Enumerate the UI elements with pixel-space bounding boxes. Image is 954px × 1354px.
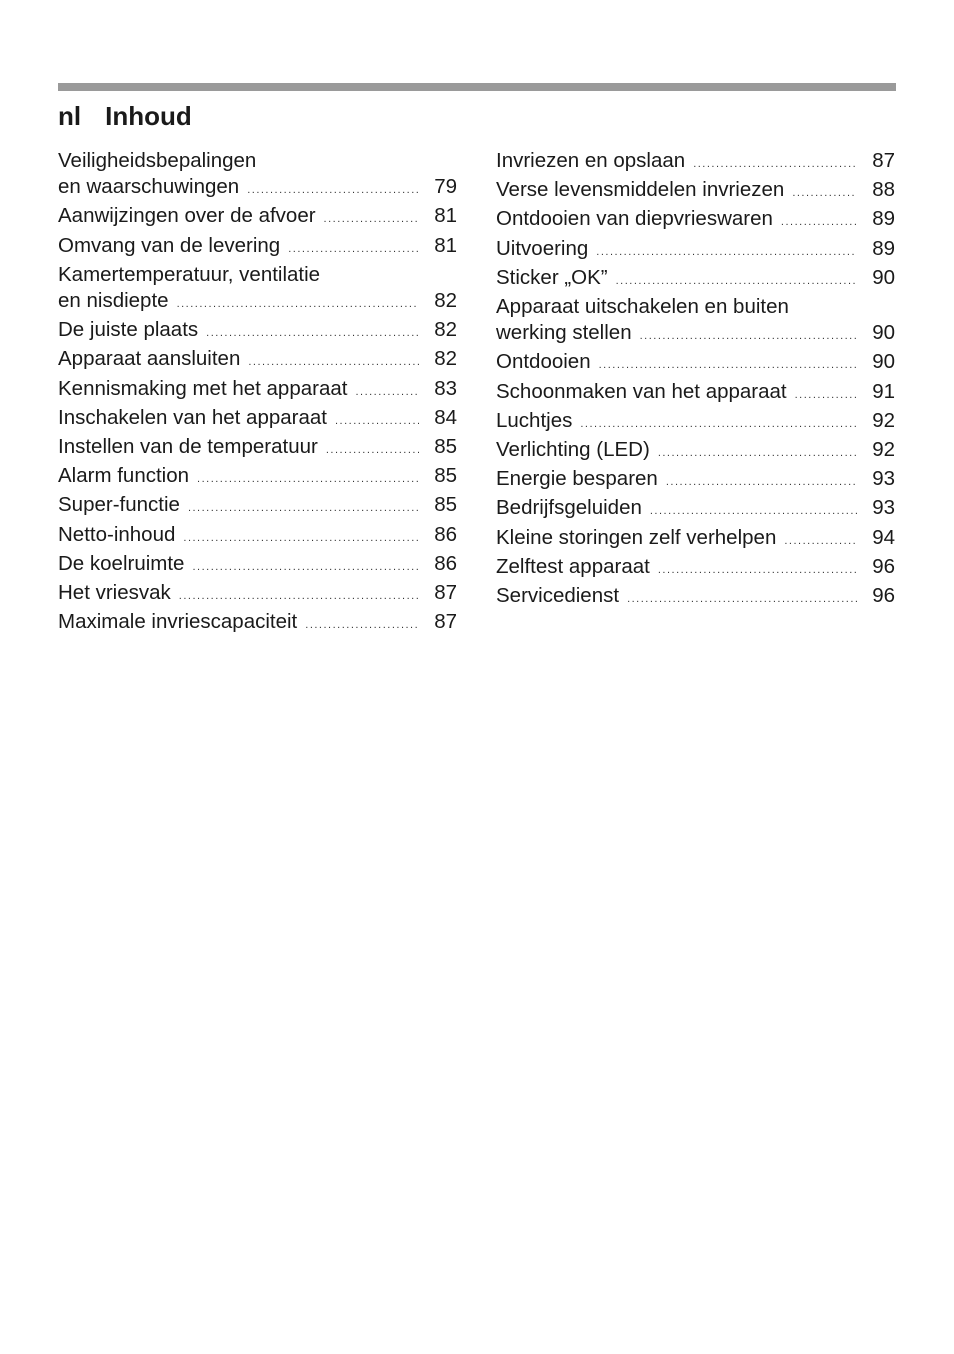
toc-entry[interactable]	[496, 525, 895, 554]
toc-entry[interactable]	[58, 405, 457, 434]
toc-entry-page-number: 93	[872, 467, 895, 491]
toc-entry-title: Sticker „OK”	[496, 265, 608, 289]
toc-entry-page-number: 85	[434, 464, 457, 488]
dot-leader	[177, 291, 419, 317]
toc-entry[interactable]	[496, 236, 895, 265]
dot-leader	[580, 411, 857, 437]
toc-entry[interactable]	[58, 522, 457, 551]
toc-entry-title: Ontdooien	[496, 350, 591, 374]
dot-leader	[206, 320, 419, 346]
toc-entry-page-number: 86	[434, 522, 457, 546]
toc-entry-title: Verlichting (LED)	[496, 438, 650, 462]
dot-leader	[658, 440, 857, 466]
dot-leader	[640, 323, 857, 349]
toc-column-left	[58, 148, 457, 638]
toc-entry[interactable]	[58, 434, 457, 463]
dot-leader	[183, 525, 419, 551]
toc-entry-title: Netto-inhoud	[58, 522, 176, 546]
toc-entry-title: Kennismaking met het apparaat	[58, 376, 348, 400]
toc-entry-title: Invriezen en opslaan	[496, 149, 686, 172]
toc-entry-title: werking stellen	[496, 321, 632, 345]
toc-entry-page-number: 89	[872, 207, 895, 231]
toc-entry[interactable]	[58, 609, 457, 638]
header-rule	[58, 83, 896, 91]
toc-entry-title: Apparaat aansluiten	[58, 347, 241, 371]
toc-entry-title: Super-functie	[58, 493, 180, 517]
toc-entry-page-number: 88	[872, 178, 895, 202]
toc-entry-page-number: 82	[434, 347, 457, 371]
toc-entry-title: Energie besparen	[496, 467, 658, 491]
toc-entry-page-number: 93	[872, 496, 895, 520]
dot-leader	[599, 352, 857, 378]
dot-leader	[288, 236, 419, 262]
toc-entry-page-number: 94	[872, 525, 895, 549]
toc-entry-page-number: 81	[434, 204, 457, 228]
toc-entry-title: Luchtjes	[496, 408, 573, 432]
page-title: Inhoud	[105, 101, 192, 131]
toc-entry-title: De juiste plaats	[58, 318, 199, 342]
toc-entry[interactable]	[58, 580, 457, 609]
dot-leader	[326, 437, 419, 463]
toc-entry-page-number: 89	[872, 236, 895, 260]
dot-leader	[627, 586, 857, 612]
dot-leader	[188, 495, 419, 521]
dot-leader	[335, 408, 419, 434]
toc-entry-title: Verse levensmiddelen invriezen	[496, 178, 785, 202]
toc-entry[interactable]	[496, 437, 895, 466]
dot-leader	[355, 379, 419, 405]
dot-leader	[192, 554, 419, 580]
toc-entry-page-number: 85	[434, 435, 457, 459]
toc-entry-title: Servicedienst	[496, 584, 620, 608]
toc-entry-title-line: Kamertemperatuur, ventilatie	[58, 262, 321, 286]
toc-entry[interactable]	[496, 495, 895, 524]
toc-entry-page-number: 90	[872, 265, 895, 289]
dot-leader	[197, 466, 419, 492]
toc-entry-title: De koelruimte	[58, 551, 185, 575]
dot-leader	[650, 498, 857, 524]
toc-entry[interactable]	[58, 463, 457, 492]
toc-entry-title: Uitvoering	[496, 236, 589, 260]
toc-entry-page-number: 92	[872, 438, 895, 462]
toc-entry-page-number: 90	[872, 350, 895, 374]
toc-entry[interactable]	[58, 492, 457, 521]
dot-leader	[247, 177, 419, 203]
dot-leader	[658, 557, 857, 583]
toc-entry[interactable]	[496, 583, 895, 612]
toc-entry-page-number: 96	[872, 554, 895, 578]
toc-entry[interactable]	[58, 376, 457, 405]
toc-entry[interactable]	[58, 317, 457, 346]
toc-entry-page-number: 84	[434, 405, 457, 429]
toc-entry[interactable]	[58, 551, 457, 580]
dot-leader	[324, 206, 419, 232]
toc-entry-title: Omvang van de levering	[58, 233, 281, 257]
toc-entry[interactable]	[496, 466, 895, 495]
toc-entry[interactable]	[58, 148, 457, 203]
toc-entry-page-number: 85	[434, 493, 457, 517]
toc-entry-title-line: Veiligheidsbepalingen	[58, 149, 257, 172]
toc-entry-page-number: 90	[872, 321, 895, 345]
toc-entry-title: Kleine storingen zelf verhelpen	[496, 525, 777, 549]
toc-entry[interactable]	[496, 206, 895, 235]
dot-leader	[693, 151, 857, 177]
toc-entry-title: en waarschuwingen	[58, 175, 240, 199]
toc-entry-page-number: 81	[434, 233, 457, 257]
toc-entry[interactable]	[496, 379, 895, 408]
toc-entry-title: Bedrijfsgeluiden	[496, 496, 642, 520]
toc-entry-title: Het vriesvak	[58, 581, 171, 605]
toc-entry-page-number: 92	[872, 408, 895, 432]
toc-entry-page-number: 82	[434, 318, 457, 342]
dot-leader	[616, 268, 857, 294]
toc-entry-page-number: 87	[434, 581, 457, 605]
toc-entry[interactable]	[58, 203, 457, 232]
toc-entry-title: Schoonmaken van het apparaat	[496, 379, 787, 403]
toc-entry-title: Ontdooien van diepvrieswaren	[496, 207, 773, 231]
dot-leader	[784, 528, 857, 554]
toc-entry-page-number: 96	[872, 584, 895, 608]
toc-entry[interactable]	[496, 294, 895, 349]
toc-entry[interactable]	[58, 346, 457, 375]
toc-entry[interactable]	[58, 262, 457, 317]
toc-entry-title: Zelftest apparaat	[496, 554, 650, 578]
toc-entry[interactable]	[496, 177, 895, 206]
toc-entry-title: Instellen van de temperatuur	[58, 435, 318, 459]
toc-entry-page-number: 79	[434, 175, 457, 199]
dot-leader	[596, 239, 857, 265]
toc-entry-title-line: Apparaat uitschakelen en buiten	[496, 295, 789, 319]
toc-entry[interactable]	[496, 408, 895, 437]
toc-entry[interactable]	[58, 233, 457, 262]
dot-leader	[781, 209, 857, 235]
dot-leader	[795, 382, 857, 408]
dot-leader	[248, 349, 419, 375]
toc-entry[interactable]	[496, 554, 895, 583]
toc-entry-title: Inschakelen van het apparaat	[58, 405, 327, 429]
toc-entry-page-number: 87	[872, 149, 895, 172]
dot-leader	[666, 469, 857, 495]
toc-entry-page-number: 91	[872, 379, 895, 403]
toc-entry-title: Aanwijzingen over de afvoer	[58, 204, 316, 228]
toc-entry[interactable]	[496, 148, 895, 177]
dot-leader	[179, 583, 419, 609]
toc-entry[interactable]	[496, 265, 895, 294]
toc-entry-page-number: 86	[434, 551, 457, 575]
language-code: nl	[58, 101, 82, 131]
toc-column-right	[496, 148, 895, 612]
toc-entry-title: Maximale invriescapaciteit	[58, 610, 298, 634]
dot-leader	[792, 180, 857, 206]
dot-leader	[305, 612, 419, 638]
toc-entry-title: en nisdiepte	[58, 289, 169, 313]
toc-entry-page-number: 87	[434, 610, 457, 634]
toc-entry-page-number: 82	[434, 289, 457, 313]
page-heading	[58, 100, 192, 132]
toc-entry[interactable]	[496, 349, 895, 378]
toc-entry-title: Alarm function	[58, 464, 190, 488]
toc-entry-page-number: 83	[434, 376, 457, 400]
